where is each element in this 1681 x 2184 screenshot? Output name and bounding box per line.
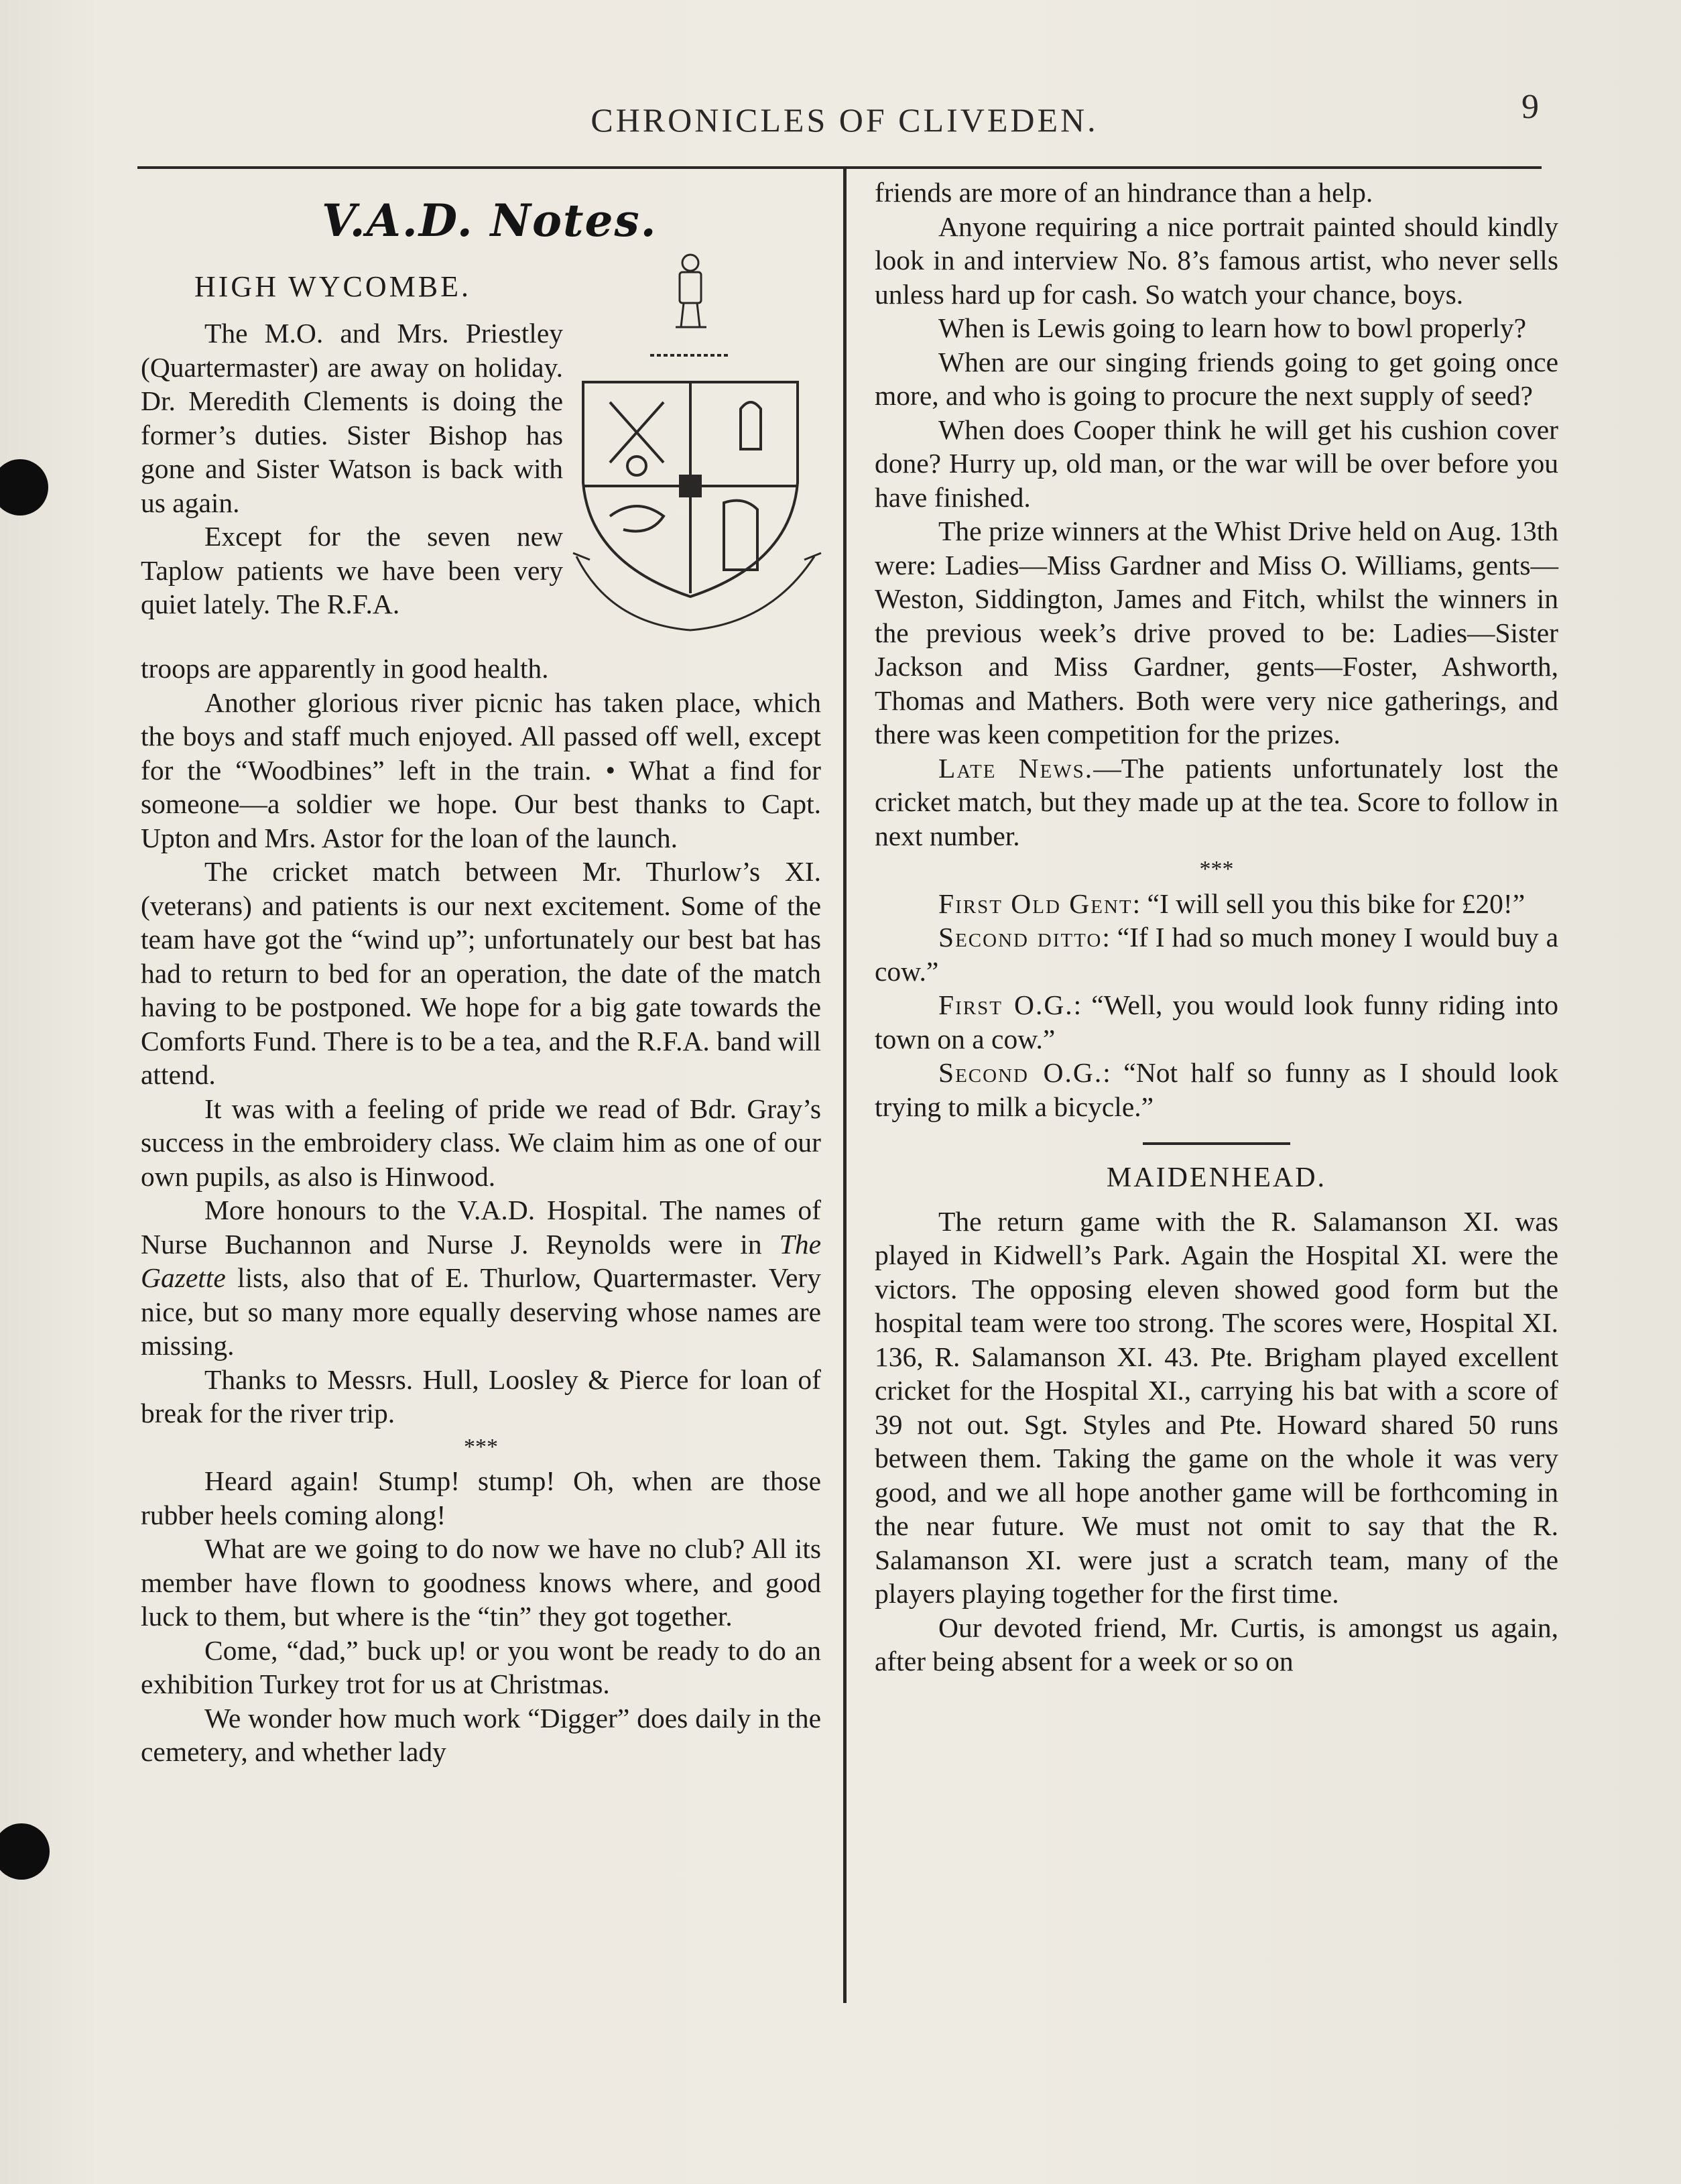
paragraph-gazette [141, 1193, 821, 1363]
paragraph: The cricket match between Mr. Thurlow’s XI. (veterans) and patients is our next excitement. Some of the team have got the “wind up”; unfortunately our best bat has had to return to bed for an operation, the date of the match having to be postponed. We hope for a big gate towards the Comforts Fund. There is to be a tea, and the R.F.A. band will attend. [141, 856, 821, 1090]
paragraph-continuation: friends are more of an hindrance than a help. [875, 177, 1373, 208]
speech: : “Not half so funny as I should look trying to milk a bicycle.” [875, 1057, 1558, 1122]
section-title: V.A.D. Notes. [322, 194, 658, 247]
dialogue-line [875, 988, 1558, 1056]
page-number: 9 [1521, 88, 1539, 126]
column-divider [843, 166, 847, 2003]
paragraph: Another glorious river picnic has taken place, which the boys and staff much enjoyed. All passed off well, except for the “Woodbines” left in the train. • What a find for someone—a soldier we hope. Our best thanks to Capt. Upton and Mrs. Astor for the loan of the launch. [141, 686, 821, 853]
paragraph: What are we going to do now we have no club? All its member have flown to goodness knows where, and good luck to them, but where is the “tin” they got together. [141, 1533, 821, 1632]
paragraph: The return game with the R. Salamanson XI. was played in Kidwell’s Park. Again the Hospital XI. were the victors. The opposing eleven showed good form but the hospital team were too strong. The scores were, Hospital XI. 136, R. Salamanson XI. 43. Pte. Brigham played excellent cricket for the Hospital XI., carrying his bat with a score of 39 not out. Sgt. Styles and Pte. Howard shared 50 runs between them. Taking the game on the whole it was very good, and we all hope another game will be forthcoming in the near future. We must not omit to say that the R. Salamanson XI. were just a scratch team, many of the players playing together for the first time. [875, 1205, 1558, 1609]
speech: : “I will sell you this bike for £20!” [1132, 888, 1526, 919]
right-column [875, 176, 1558, 1679]
scroll-ribbon [573, 553, 821, 630]
paragraph: When is Lewis going to learn how to bowl properly? [938, 312, 1527, 343]
subheading-high-wycombe: HIGH WYCOMBE. [194, 270, 471, 303]
dialogue-line [875, 920, 1558, 988]
paragraph: Come, “dad,” buck up! or you wont be ready to do an exhibition Turkey trot for us at Christmas. [141, 1634, 821, 1699]
paragraph: Heard again! Stump! stump! Oh, when are those rubber heels coming along! [141, 1465, 821, 1530]
section-break-stars: *** [1199, 857, 1234, 882]
crest-illustration [570, 248, 824, 650]
text-span: lists, also that of E. Thurlow, Quartermaster. Very nice, but so many more equally deserving whose names are missing. [141, 1262, 821, 1361]
punch-hole-bottom [0, 1823, 50, 1880]
section-break-stars: *** [464, 1434, 498, 1459]
paragraph: Except for the seven new Taplow patients we have been very quiet lately. The R.F.A. [141, 521, 563, 619]
late-news-label: Late News. [938, 752, 1094, 784]
subheading-maidenhead: MAIDENHEAD. [1106, 1162, 1327, 1193]
dialogue-line [875, 887, 1558, 921]
speech: : “Well, you would look funny riding into town on a cow.” [875, 989, 1558, 1054]
paragraph: Thanks to Messrs. Hull, Loosley & Pierce for loan of break for the river trip. [141, 1363, 821, 1429]
running-header: CHRONICLES OF CLIVEDEN. [590, 101, 1099, 139]
paragraph: When are our singing friends going to get going once more, and who is going to procure the next supply of seed? [875, 346, 1558, 411]
shield-emblem [583, 355, 798, 597]
paragraph: When does Cooper think he will get his cushion cover done? Hurry up, old man, or the war will be over before you have finished. [875, 414, 1558, 513]
dialogue-line [875, 1056, 1558, 1124]
soldier-figure [676, 255, 706, 327]
paragraph: Anyone requiring a nice portrait painted should kindly look in and interview No. 8’s famous artist, who never sells unless hard up for cash. So watch your chance, boys. [875, 210, 1558, 310]
text-span: —The patients unfortunately lost the cricket match, but they made up at the tea. Score to follow in next number. [875, 752, 1558, 851]
paragraph: We wonder how much work “Digger” does daily in the cemetery, and whether lady [141, 1702, 821, 1767]
left-column-wrap [141, 316, 563, 621]
paragraph: The M.O. and Mrs. Priestley (Quartermaster) are away on holiday. Dr. Meredith Clements is doing the former’s duties. Sister Bishop has gone and Sister Watson is back with us again. [141, 318, 563, 518]
paragraph: Our devoted friend, Mr. Curtis, is amongst us again, after being absent for a week or so on [875, 1612, 1558, 1677]
speaker: Second O.G. [938, 1057, 1103, 1088]
paragraph: The prize winners at the Whist Drive held on Aug. 13th were: Ladies—Miss Gardner and Miss O. Williams, gents—Weston, Siddington, James and Fitch, whilst the winners in the previous week’s drive proved to be: Ladies—Sister Jackson and Miss Gardner, gents—Foster, Ashworth, Thomas and Mathers. Both were very nice gatherings, and there was keen competition for the prizes. [875, 515, 1558, 749]
punch-hole-top [0, 459, 48, 515]
paragraph-continuation: troops are apparently in good health. [141, 653, 549, 684]
section-rule [1143, 1142, 1290, 1145]
late-news-paragraph [875, 751, 1558, 853]
gazette-title: The Gazette [141, 1228, 821, 1293]
text-span: More honours to the V.A.D. Hospital. The names of Nurse Buchannon and Nurse J. Reynolds were in [141, 1195, 821, 1260]
paragraph: It was with a feeling of pride we read of Bdr. Gray’s success in the embroidery class. We claim him as one of our own pupils, as also is Hinwood. [141, 1093, 821, 1192]
speaker: First Old Gent [938, 888, 1133, 919]
header-rule [137, 166, 1542, 169]
left-column [141, 652, 821, 1769]
speech: : “If I had so much money I would buy a cow.” [875, 922, 1558, 987]
speaker: First O.G. [938, 989, 1074, 1020]
speaker: Second ditto [938, 922, 1103, 953]
